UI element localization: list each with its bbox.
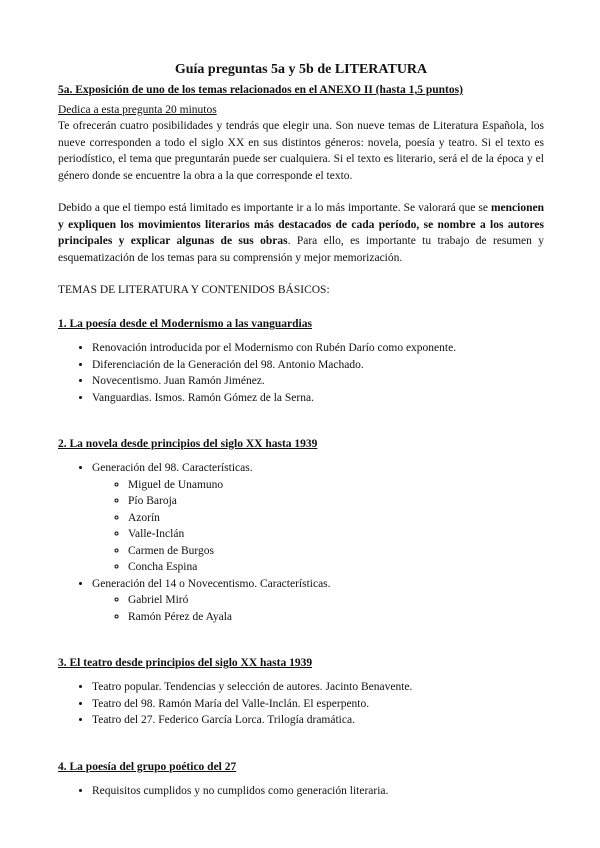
criteria-text-end: . Para ello, es importante tu trabajo de resumen y esquematización de los temas para su comprensión y mejor memorización. [58,235,544,264]
list-item [92,390,544,407]
list-item [92,783,544,800]
sub-list-item: ◦ Gabriel Miró [128,592,544,609]
list-item [92,712,544,729]
list-item-text: Renovación introducida por el Modernismo con Rubén Darío como exponente. [92,342,457,354]
section-heading: 1. La poesía desde el Modernismo a las vanguardias [58,318,312,330]
criteria-text-start: Debido a que el tiempo está limitado es importante ir a lo más importante. Se valorará que se [58,202,491,214]
sub-list-item: ◦ Valle-Inclán [128,526,544,543]
theme-section [58,759,544,800]
bullet-list [58,340,544,406]
list-item [92,373,544,390]
list-item [92,679,544,696]
list-item-text: Requisitos cumplidos y no cumplidos como generación literaria. [92,784,389,797]
intro-paragraph: Te ofrecerán cuatro posibilidades y tendrás que elegir una. Son nueve temas de Literatura Española, los nueve corresponden a todo el siglo XX en sus distintos géneros: novela, poesía y teatro. Si el texto es periodístico, el tema que preguntarán puede ser cualquiera. Si el texto es literario, será el de la época y el género donde se encuentre la obra a la que corresponde el texto. [58,120,544,182]
criteria-paragraph [58,200,544,266]
list-item-text: Generación del 98. Características. [92,462,253,474]
theme-section [58,436,544,625]
sub-list [92,477,544,576]
sub-list-item: ◦ Azorín [128,510,544,527]
sub-list [92,592,544,625]
list-item [92,460,544,576]
sub-list-item: ◦ Pío Baroja [128,493,544,510]
section-heading: 2. La novela desde principios del siglo XX hasta 1939 [58,438,318,450]
list-item-text: Novecentismo. Juan Ramón Jiménez. [92,375,265,387]
themes-list [58,316,544,799]
document-page [58,62,544,799]
theme-section [58,316,544,406]
section-heading: 4. La poesía del grupo poético del 27 [58,760,237,773]
sub-list-item: ◦ Concha Espina [128,559,544,576]
criteria-text-bold: mencionen y expliquen los movimientos literarios más destacados de cada período, se nombre a los autores principales y explicar algunas de sus obras [58,202,544,247]
list-item [92,357,544,374]
list-item [92,576,544,626]
list-item-text: Teatro del 98. Ramón María del Valle-Inclán. El esperpento. [92,697,370,710]
sub-list-item: ◦ Ramón Pérez de Ayala [128,609,544,626]
sub-list-item: ◦ Carmen de Burgos [128,543,544,560]
list-item-text: Vanguardias. Ismos. Ramón Gómez de la Serna. [92,391,314,404]
sub-list-item: ◦ Miguel de Unamuno [128,477,544,494]
list-item [92,696,544,713]
themes-heading: TEMAS DE LITERATURA Y CONTENIDOS BÁSICOS: [58,284,330,296]
list-item-text: Generación del 14 o Novecentismo. Características. [92,577,331,590]
time-note: Dedica a esta pregunta 20 minutos [58,104,217,116]
document-title: Guía preguntas 5a y 5b de LITERATURA [174,62,428,77]
bullet-list [58,679,544,729]
question-subheading: 5a. Exposición de uno de los temas relacionados en el ANEXO II (hasta 1,5 puntos) [58,84,463,96]
list-item [92,340,544,357]
bullet-list [58,460,544,625]
bullet-list [58,783,544,800]
theme-section [58,655,544,729]
list-item-text: Teatro popular. Tendencias y selección de autores. Jacinto Benavente. [92,681,413,693]
section-heading: 3. El teatro desde principios del siglo XX hasta 1939 [58,657,313,669]
list-item-text: Diferenciación de la Generación del 98. Antonio Machado. [92,358,364,371]
list-item-text: Teatro del 27. Federico García Lorca. Trilogía dramática. [92,714,355,726]
